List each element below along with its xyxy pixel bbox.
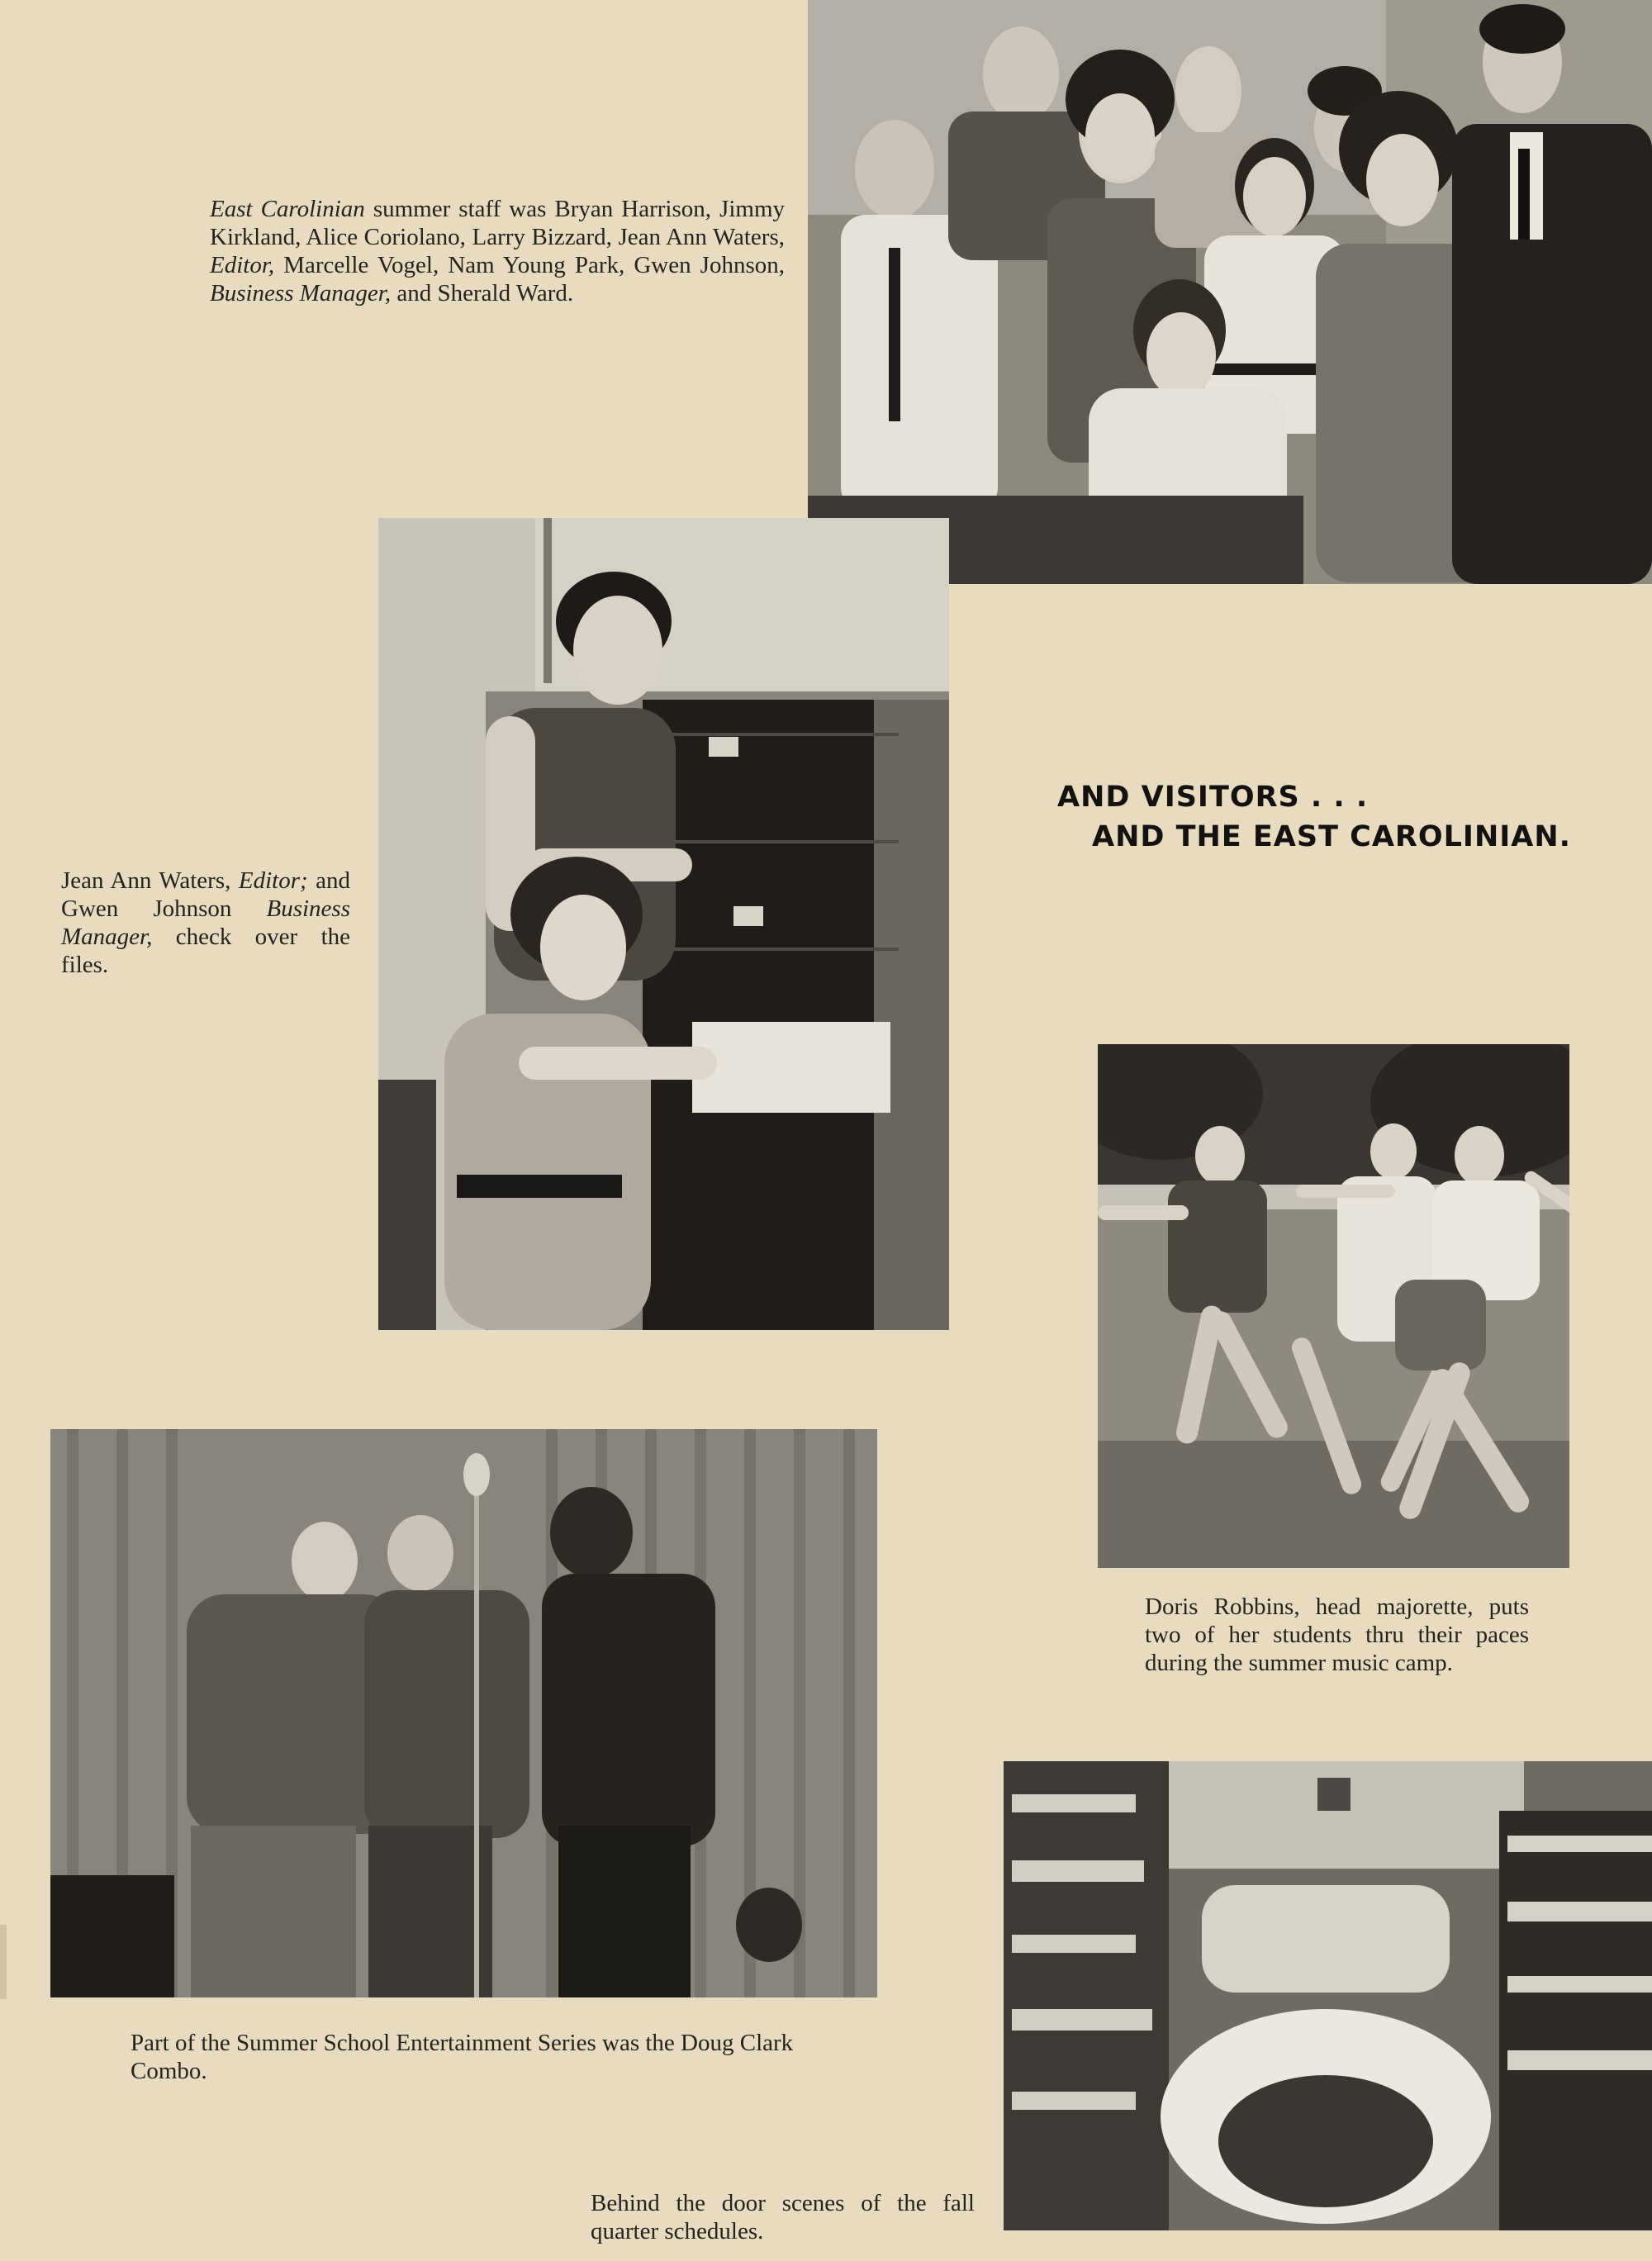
page-edge-mark: [0, 1925, 7, 1999]
staff-caption: [210, 195, 785, 307]
majorette-caption: Doris Robbins, head majorette, puts two of her students thru their paces during the summer music camp.: [1145, 1594, 1529, 1676]
role-business-manager: Business Manager,: [210, 280, 392, 306]
caption-text: check over the files.: [61, 924, 350, 978]
caption-text: and Sherald Ward.: [391, 280, 574, 306]
publication-name: East Carolinian: [210, 196, 365, 222]
schedules-photo: [1004, 1761, 1652, 2230]
headline-line-1: AND VISITORS . . .: [1057, 781, 1369, 814]
section-headline: [1057, 777, 1635, 857]
role-business-manager: Business Manager,: [61, 895, 350, 950]
caption-text: and Gwen Johnson: [61, 867, 351, 922]
combo-photo: [50, 1429, 877, 1997]
caption-text: Marcelle Vogel, Nam Young Park, Gwen Johnson,: [274, 252, 785, 278]
headline-line-2: AND THE EAST CAROLINIAN.: [1092, 820, 1571, 853]
combo-caption: Part of the Summer School Entertainment Series was the Doug Clark Combo.: [131, 2030, 794, 2084]
schedules-caption: Behind the door scenes of the fall quarter schedules.: [591, 2190, 975, 2244]
majorettes-photo: [1098, 1044, 1569, 1568]
role-editor: Editor;: [238, 867, 308, 894]
role-editor: Editor,: [210, 252, 275, 278]
caption-text: Jean Ann Waters,: [61, 867, 239, 894]
staff-group-photo: [808, 0, 1652, 584]
files-photo: [378, 518, 949, 1330]
caption-text: summer staff was Bryan Harrison, Jimmy Kirkland, Alice Coriolano, Larry Bizzard, Jean Ann Waters,: [210, 196, 786, 250]
files-caption: [61, 867, 350, 979]
